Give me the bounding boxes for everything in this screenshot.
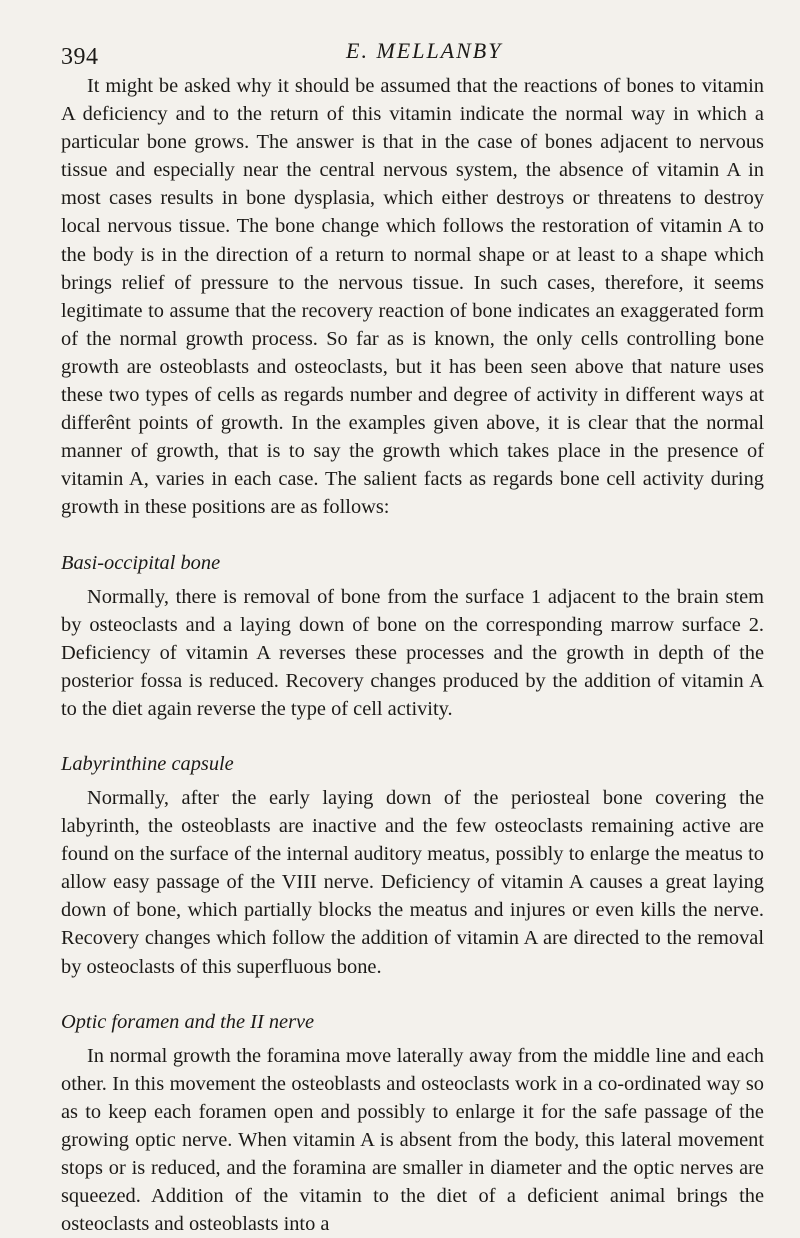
- section-heading-basi-occipital: Basi-occipital bone: [61, 551, 221, 574]
- section-heading-labyrinthine-capsule: Labyrinthine capsule: [61, 752, 234, 775]
- running-title: E. MELLANBY: [346, 38, 503, 63]
- section-heading-optic-foramen: Optic foramen and the II nerve: [61, 1010, 315, 1033]
- running-head: [61, 38, 764, 72]
- paragraph-basi-occipital: Normally, there is removal of bone from the surface 1 adjacent to the brain stem by osteoclasts and a laying down of bone on the corresponding marrow surface 2. Deficiency of vitamin A reverses these processes and the growth in depth of the posterior fossa is reduced. Recovery changes produced by the addition of vitamin A to the diet again reverse the type of cell activity.: [61, 585, 764, 720]
- paragraph-optic-foramen: In normal growth the foramina move laterally away from the middle line and each other. In this movement the osteoblasts and osteoclasts work in a co-ordinated way so as to keep each foramen open and possibly to enlarge it for the safe passage of the growing optic nerve. When vitamin A is absent from the body, this lateral movement stops or is reduced, and the foramina are smaller in diameter and the optic nerves are squeezed. Addition of the vitamin to the diet of a deficient animal brings the osteoclasts and osteoblasts into a: [61, 1044, 764, 1236]
- page-number: 394: [61, 44, 99, 70]
- paragraph-labyrinthine-capsule: Normally, after the early laying down of the periosteal bone covering the labyrinth, the osteoblasts are inactive and the few osteoclasts remaining active are found on the surface of the internal auditory meatus, possibly to enlarge the meatus to allow easy passage of the VIII nerve. Deficiency of vitamin A causes a great laying down of bone, which partially blocks the meatus and injures or even kills the nerve. Recovery changes which follow the addition of vitamin A are directed to the removal by osteoclasts of this superfluous bone.: [61, 786, 764, 978]
- intro-paragraph: It might be asked why it should be assumed that the reactions of bones to vitamin A deficiency and to the return of this vitamin indicate the normal way in which a particular bone grows. The answer is that in the case of bones adjacent to nervous tissue and especially near the central nervous system, the absence of vitamin A in most cases results in bone dysplasia, which either destroys or threatens to destroy local nervous tissue. The bone change which follows the restoration of vitamin A to the body is in the direction of a return to normal shape or at least to a shape which brings relief of pressure to the nervous tissue. In such cases, therefore, it seems legitimate to assume that the recovery reaction of bone indicates an exaggerated form of the normal growth process. So far as is known, the only cells controlling bone growth are osteoblasts and osteoclasts, but it has been seen above that nature uses these two types of cells as regards number and degree of activity in different ways at differênt points of growth. In the examples given above, it is clear that the normal manner of growth, that is to say the growth which takes place in the presence of vitamin A, varies in each case. The salient facts as regards bone cell activity during growth in these positions are as follows:: [61, 75, 764, 519]
